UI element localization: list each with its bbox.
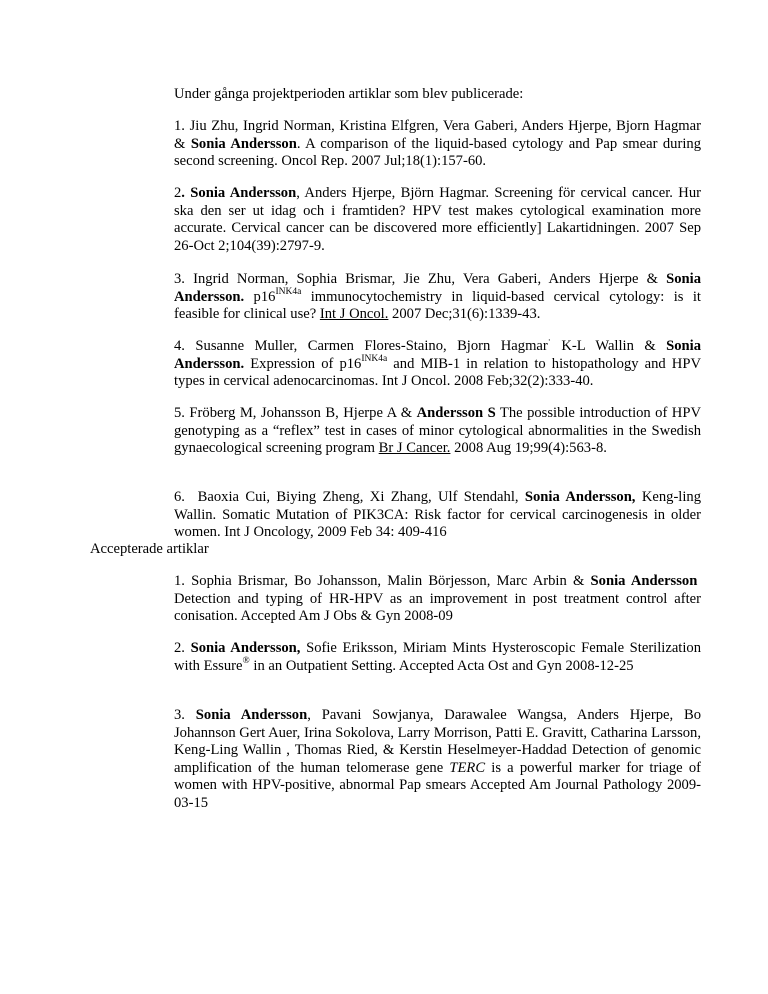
published-item-1: 1. Jiu Zhu, Ingrid Norman, Kristina Elfgren, Vera Gaberi, Anders Hjerpe, Bjorn Hagmar & Sonia Andersson. A comparison of the liquid-based cytology and Pap smear during second screening. Oncol Rep. 2007 Jul;18(1):157-60.	[174, 118, 701, 169]
published-item-4: 4. Susanne Muller, Carmen Flores-Staino, Bjorn Hagmar· K-L Wallin & Sonia Andersson. Expression of $p16^{INK4a}$ and MIB-1 in relation to histopathology and HPV types in cervical adenocarcinomas. Int J Oncol. 2008 Feb;32(2):333-40.	[174, 336, 702, 389]
author-highlight: . Sonia Andersson	[181, 185, 297, 201]
accepted-item-3: 3. Sonia Andersson, Pavani Sowjanya, Darawalee Wangsa, Anders Hjerpe, Bo Johannson Gert Auer, Irina Sokolova, Larry Morrison, Patti E. Gravitt, Catharina Larsson, Keng-Ling Wallin , Thomas Ried, & Kerstin Heselmeyer-Haddad Detection of genomic amplification of the human telomerase gene TERC is a powerful marker for triage of women with HPV-positive, abnormal Pap smears Accepted Am Journal Pathology 2009-03-15	[174, 707, 701, 811]
author-highlight: Sonia Andersson,	[190, 640, 301, 656]
journal-link: Int J Oncol.	[319, 306, 389, 322]
accepted-item-2: 2. Sonia Andersson, Sofie Eriksson, Miriam Mints Hysteroscopic Female Sterilization with Essure® in an Outpatient Setting. Accepted Acta Ost and Gyn 2008-12-25	[174, 640, 702, 674]
published-item-6: 6. Baoxia Cui, Biying Zheng, Xi Zhang, Ulf Stendahl, Sonia Andersson, Keng-ling Wallin. Somatic Mutation of PIK3CA: Risk factor for cervical carcinogenesis in older women. Int J Oncology, 2009 Feb 34: 409-416	[174, 489, 702, 540]
author-highlight: Sonia Andersson	[195, 707, 308, 723]
author-highlight: Sonia Andersson,	[524, 489, 636, 505]
published-item-5: 5. Fröberg M, Johansson B, Hjerpe A & Andersson S The possible introduction of HPV genotyping as a “reflex” test in cases of minor cytological abnormalities in the Swedish gynaecological screening program Br J Cancer. 2008 Aug 19;99(4):563-8.	[174, 405, 701, 456]
author-highlight: Andersson S	[416, 405, 496, 421]
author-highlight: Sonia Andersson.	[174, 338, 702, 372]
published-item-3: 3. Ingrid Norman, Sophia Brismar, Jie Zhu, Vera Gaberi, Anders Hjerpe & Sonia Andersson. $p16^{INK4a}$ immunocytochemistry in liquid-based cervical cytology: is it feasible for clinical use? Int J Oncol. 2007 Dec;31(6):1339-43.	[174, 271, 701, 322]
journal-link: Br J Cancer.	[378, 440, 451, 456]
heading-published: Under gånga projektperioden artiklar som blev publicerade:	[174, 86, 524, 102]
heading-accepted: Accepterade artiklar	[90, 541, 209, 557]
published-item-2: 2. Sonia Andersson, Anders Hjerpe, Björn Hagmar. Screening för cervical cancer. Hur ska den ser ut idag och i framtiden? HPV test makes cytological examination more accurate. Cervical cancer can be discovered more efficiently] Lakartidningen. 2007 Sep 26-Oct 2;104(39):2797-9.	[174, 185, 701, 254]
author-highlight: Sonia Andersson	[590, 573, 698, 589]
accepted-item-1: 1. Sophia Brismar, Bo Johansson, Malin Börjesson, Marc Arbin & Sonia Andersson Detection and typing of HR-HPV as an improvement in post treatment control after conisation. Accepted Am J Obs & Gyn 2008-09	[174, 573, 701, 624]
author-highlight: Sonia Andersson	[190, 135, 297, 152]
author-highlight: Sonia Andersson.	[174, 271, 701, 305]
